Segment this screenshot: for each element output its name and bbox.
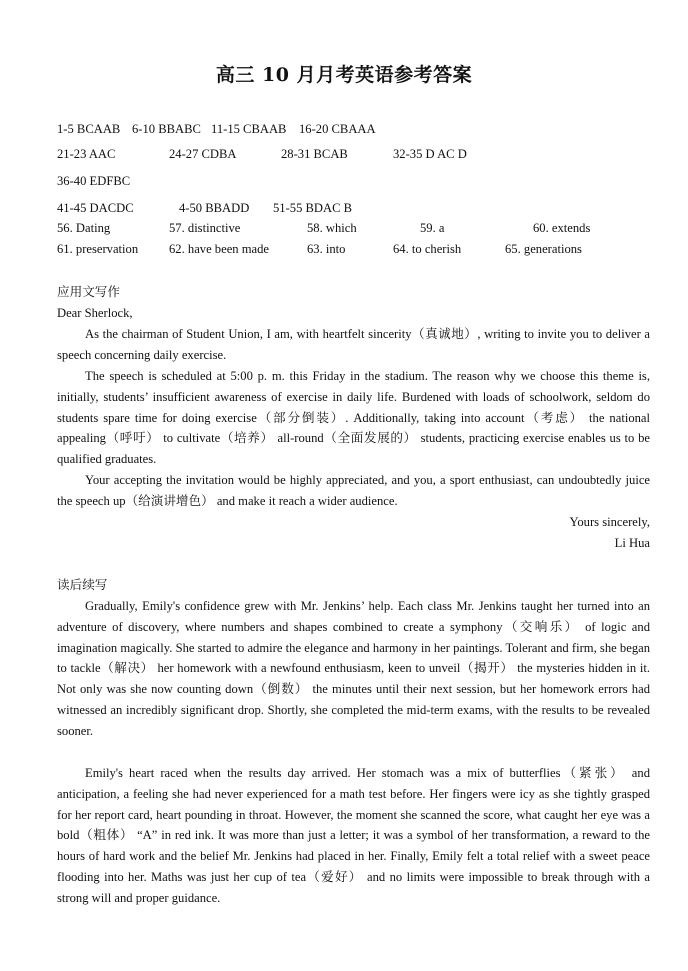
- answer-group: 36-40 EDFBC: [57, 174, 131, 188]
- answer-group: 28-31 BCAB: [281, 147, 348, 161]
- letter-paragraph: The speech is scheduled at 5:00 p. m. this Friday in the stadium. The reason why we choose this theme is, initially, students’ insufficient awareness of exercise in daily life. Burdened with loads of schoolwork, seldom do students spare time for doing exercise（部分倒装）. Additionally, taking into account（考虑） the national appealing（呼吁） to cultivate（培养） all-round（全面发展的） students, practicing exercise enables us to be qualified graduates.: [57, 369, 650, 467]
- answer-group: 41-45 DACDC: [57, 201, 134, 215]
- answer-item: 61. preservation: [57, 242, 139, 256]
- letter-signature: Li Hua: [614, 536, 650, 550]
- answer-group: 32-35 D AC D: [393, 147, 467, 161]
- answer-group: 21-23 AAC: [57, 147, 116, 161]
- answer-item: 59. a: [420, 221, 445, 235]
- section-label-continuation: 读后续写: [57, 578, 108, 592]
- letter-closing: Yours sincerely,: [569, 515, 650, 529]
- answer-item: 64. to cherish: [393, 242, 462, 256]
- answer-group: 11-15 CBAAB: [211, 122, 287, 136]
- answer-group: 24-27 CDBA: [169, 147, 237, 161]
- answer-item: 62. have been made: [169, 242, 270, 256]
- letter-paragraph: As the chairman of Student Union, I am, with heartfelt sincerity（真诚地）, writing to invite you to deliver a speech concerning daily exercise.: [57, 327, 650, 362]
- answer-group: 4-50 BBADD: [179, 201, 250, 215]
- answer-item: 65. generations: [505, 242, 582, 256]
- answer-item: 57. distinctive: [169, 221, 241, 235]
- answer-group: 51-55 BDAC B: [273, 201, 353, 215]
- page-title: 高三 10 月月考英语参考答案: [215, 64, 473, 86]
- answer-item: 60. extends: [533, 221, 591, 235]
- letter-greeting: Dear Sherlock,: [57, 306, 133, 320]
- section-label-letter: 应用文写作: [57, 285, 120, 299]
- answer-group: 16-20 CBAAA: [299, 122, 376, 136]
- continuation-paragraph: Gradually, Emily's confidence grew with Mr. Jenkins’ help. Each class Mr. Jenkins taught her turned into an adventure of discovery, where numbers and shapes combined to create a symphony（交响乐） of logic and imagination magically. She started to admire the elegance and harmony in her paintings. Tolerant and firm, she began to tackle（解决） her homework with a newfound enthusiasm, keen to unveil（揭开） the mysteries hidden in it. Not only was she now counting down（倒数） the minutes until their next session, but her homework errors had witnessed an incredibly significant drop. Shortly, she completed the mid-term exams, with the results to be revealed sooner.: [57, 599, 650, 738]
- answer-item: 58. which: [307, 221, 357, 235]
- answer-item: 63. into: [307, 242, 346, 256]
- answer-group: 1-5 BCAAB: [57, 122, 121, 136]
- letter-paragraph: Your accepting the invitation would be highly appreciated, and you, a sport enthusiast, can undoubtedly juice the speech up（给演讲增色） and make it reach a wider audience.: [57, 473, 650, 508]
- continuation-paragraph: Emily's heart raced when the results day arrived. Her stomach was a mix of butterflies（紧张） and anticipation, a feeling she had never experienced for a math test before. Her fingers were icy as she tightly grasped for her report card, heart pounding in throat. However, the moment she scanned the score, what caught her eye was a bold（粗体） “A” in red ink. It was more than just a letter; it was a symbol of her transformation, a reward to the hours of hard work and the belief Mr. Jenkins had placed in her. Finally, Emily felt a total relief with a sweet peace flooding into her. Maths was just her cup of tea（爱好） and no limits were impossible to break through with a strong will and proper guidance.: [57, 766, 650, 905]
- answer-item: 56. Dating: [57, 221, 111, 235]
- answer-group: 6-10 BBABC: [132, 122, 201, 136]
